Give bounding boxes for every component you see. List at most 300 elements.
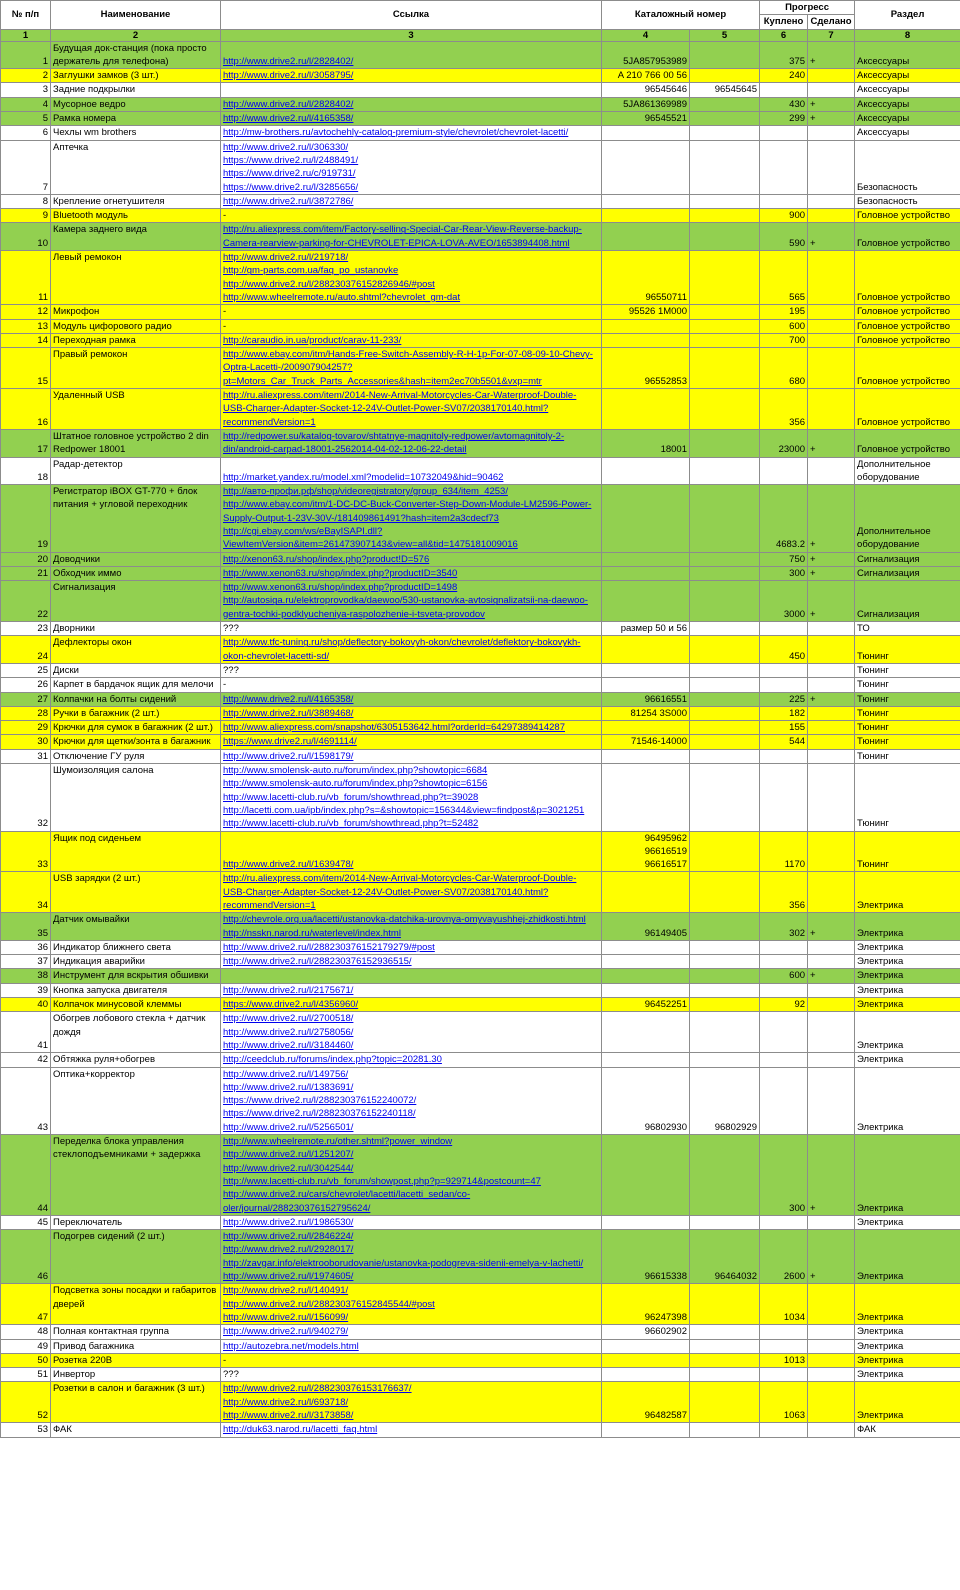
catalog-number-alt [690, 348, 760, 389]
done-mark [808, 1353, 855, 1367]
table-row [1, 940, 960, 954]
done-mark [808, 1067, 855, 1134]
section-name: Дополнительное оборудование [855, 485, 960, 552]
catalog-number [602, 1325, 690, 1339]
done-mark [808, 140, 855, 194]
catalog-number [602, 1339, 690, 1353]
bought-amount [760, 678, 808, 692]
item-links [221, 41, 602, 69]
section-name: Электрика [855, 913, 960, 941]
section-name: Электрика [855, 1215, 960, 1229]
bought-amount [760, 1325, 808, 1339]
done-mark: + [808, 97, 855, 111]
table-row [1, 1368, 960, 1382]
row-number: 35 [1, 913, 51, 941]
done-mark [808, 1325, 855, 1339]
item-link[interactable]: http://www.wheelremote.ru/auto.shtml?chevrolet_gm-dat [223, 291, 461, 303]
item-name: Доводчики [51, 552, 221, 566]
item-link[interactable]: http://www.ebay.com/itm/1-DC-DC-Buck-Converter-Step-Down-Module-LM2596-Power-Supply-Output-1-23V-30V-/181409861491?hash=item2a3cdecf73 [223, 499, 592, 524]
bought-amount [760, 749, 808, 763]
row-number: 42 [1, 1053, 51, 1067]
catalog-number [602, 1053, 690, 1067]
bought-amount: 356 [760, 872, 808, 913]
catalog-number-alt [690, 735, 760, 749]
done-mark [808, 764, 855, 831]
row-number: 45 [1, 1215, 51, 1229]
bought-amount: 2600 [760, 1230, 808, 1284]
item-link[interactable]: http://www.lacetti-club.ru/vb_forum/showpost.php?p=929714&postcount=47 [223, 1175, 541, 1187]
header-name: Наименование [51, 1, 221, 30]
item-name: Камера заднего вида [51, 223, 221, 251]
item-name: Датчик омывайки [51, 913, 221, 941]
item-links [221, 872, 602, 913]
item-link[interactable]: https://www.drive2.ru/l/2488491/ [223, 154, 359, 166]
catalog-number-alt [690, 1284, 760, 1325]
item-link[interactable]: http://www.drive2.ru/l/5256501/ [223, 1121, 354, 1133]
item-link[interactable]: http://redpower.su/katalog-tovarov/shtatnye-magnitoly-redpower/avtomagnitoly-2-din/android-carpad-18001-2562014-04-02-12-06-22-detail [223, 430, 565, 456]
catalog-number-alt [690, 622, 760, 636]
item-link[interactable]: http://www.drive2.ru/l/2700518/ [223, 1013, 354, 1025]
catalog-number-alt: 96464032 [690, 1230, 760, 1284]
item-links [221, 1135, 602, 1216]
item-link[interactable]: http://www.drive2.ru/l/2758056/ [223, 1026, 354, 1038]
done-mark [808, 721, 855, 735]
item-link[interactable]: http://www.drive2.ru/l/1251207/ [223, 1149, 354, 1161]
catalog-number [602, 692, 690, 706]
catalog-number-alt [690, 333, 760, 347]
catalog-number [602, 955, 690, 969]
section-name: Электрика [855, 1135, 960, 1216]
item-links [221, 348, 602, 389]
item-links [221, 319, 602, 333]
row-number: 33 [1, 831, 51, 872]
item-name: ФАК [51, 1423, 221, 1437]
item-name: Радар-детектор [51, 457, 221, 485]
catalog-number-alt [690, 913, 760, 941]
item-name: Крючки для сумок в багажник (2 шт.) [51, 721, 221, 735]
bought-amount [760, 83, 808, 97]
done-mark [808, 1284, 855, 1325]
item-link[interactable]: http://www.drive2.ru/l/288230376152179279/#post [223, 941, 435, 953]
done-mark [808, 1012, 855, 1053]
item-link[interactable]: https://www.drive2.ru/l/288230376152240072/ [223, 1095, 417, 1107]
item-name: USB зарядки (2 шт.) [51, 872, 221, 913]
item-link[interactable]: http://cgi.ebay.com/ws/eBayISAPI.dll?ViewItemVersion&item=261473907143&view=all&tid=1475181009016 [223, 525, 518, 551]
done-mark: + [808, 566, 855, 580]
column-index: 2 [51, 29, 221, 41]
item-link[interactable]: http://www.ebay.com/itm/Hands-Free-Switch-Assembly-R-H-1p-For-07-08-09-10-Chevy-Optra-Lacetti-/200907904257?pt=Motors_Car_Truck_Parts_Accessories&hash=item2ec70b5501&vxp=mtr [223, 349, 593, 387]
item-link[interactable]: http://www.drive2.ru/l/1986530/ [223, 1216, 354, 1228]
catalog-number [602, 940, 690, 954]
item-link[interactable]: http://duk63.narod.ru/lacetti_faq.html [223, 1424, 378, 1436]
item-name: Аптечка [51, 140, 221, 194]
table-row [1, 1284, 960, 1325]
item-link[interactable]: http://www.drive2.ru/l/1598179/ [223, 750, 354, 762]
done-mark [808, 209, 855, 223]
item-name: Инструмент для вскрытия обшивки [51, 969, 221, 983]
item-link[interactable]: http://ceedclub.ru/forums/index.php?topic=20281.30 [223, 1054, 442, 1066]
item-name: Оптика+корректор [51, 1067, 221, 1134]
section-name: Головное устройство [855, 209, 960, 223]
section-name: Аксессуары [855, 41, 960, 69]
item-link[interactable]: http://www.lacetti-club.ru/vb_forum/showthread.php?t=52482 [223, 818, 479, 830]
row-number: 31 [1, 749, 51, 763]
item-link[interactable]: http://www.wheelremote.ru/other.shtml?power_window [223, 1136, 453, 1148]
section-name: Электрика [855, 940, 960, 954]
item-link[interactable]: http://www.drive2.ru/l/4165358/ [223, 113, 354, 125]
section-name: Электрика [855, 872, 960, 913]
catalog-number [602, 1382, 690, 1423]
item-name: Крепление огнетушителя [51, 194, 221, 208]
item-link[interactable]: http://lacetti.com.ua/ipb/index.php?s=&showtopic=156344&view=findpost&p=3021251 [223, 804, 585, 816]
item-link[interactable]: http://www.drive2.ru/l/940279/ [223, 1326, 349, 1338]
item-link[interactable]: http://www.drive2.ru/cars/chevrolet/lacetti/lacetti_sedan/co-oler/journal/288230376152795624/ [223, 1189, 471, 1214]
table-row [1, 678, 960, 692]
header-section: Раздел [855, 1, 960, 30]
item-name: Розетки в салон и багажник (3 шт.) [51, 1382, 221, 1423]
catalog-number-alt: 96545645 [690, 83, 760, 97]
table-row [1, 1382, 960, 1423]
item-link[interactable]: http://www.drive2.ru/l/288230376152826946/#post [223, 278, 435, 290]
column-index: 5 [690, 29, 760, 41]
item-link[interactable]: http://www.drive2.ru/l/288230376152936515/ [223, 956, 412, 968]
item-links [221, 581, 602, 622]
done-mark [808, 872, 855, 913]
table-row [1, 348, 960, 389]
bought-amount: 1170 [760, 831, 808, 872]
item-link[interactable]: http://www.tfc-tuning.ru/shop/deflectory-bokovyh-okon/chevrolet/deflektory-bokovykh-okon-chevrolet-lacetti-sd/ [223, 637, 581, 662]
catalog-number-alt [690, 112, 760, 126]
header-progress: Прогресс [760, 1, 855, 15]
bought-amount: 450 [760, 636, 808, 664]
catalog-number-alt [690, 457, 760, 485]
catalog-number-alt [690, 223, 760, 251]
item-link[interactable]: http://www.drive2.ru/l/2175671/ [223, 984, 354, 996]
link-placeholder: - [223, 1354, 227, 1366]
catalog-number-alt [690, 97, 760, 111]
section-name: Головное устройство [855, 251, 960, 305]
catalog-number [602, 69, 690, 83]
item-link[interactable]: http://zavgar.info/elektrooborudovanie/ustanovka-podogreva-sidenii-emelya-v-lachetti/ [223, 1257, 584, 1269]
item-link[interactable]: http://www.drive2.ru/l/149756/ [223, 1068, 349, 1080]
header-catalog: Каталожный номер [602, 1, 760, 30]
item-link[interactable]: http://autozebra.net/models.html [223, 1340, 359, 1352]
item-link[interactable]: http://gm-parts.com.ua/faq_po_ustanovke [223, 265, 399, 277]
item-link[interactable]: http://market.yandex.ru/model.xml?modelid=10732049&hid=90462 [223, 471, 504, 483]
row-number: 16 [1, 389, 51, 430]
item-link[interactable]: http://www.drive2.ru/l/2828402/ [223, 98, 354, 110]
done-mark: + [808, 552, 855, 566]
link-placeholder: - [223, 306, 227, 318]
done-mark [808, 83, 855, 97]
item-links [221, 389, 602, 430]
item-link[interactable]: http://ru.aliexpress.com/item/Factory-selling-Special-Car-Rear-View-Reverse-backup-Camera-rearview-parking-for-CHEVROLET-EPICA-LOVA-AVEO/1653894408.html [223, 224, 582, 249]
column-index: 6 [760, 29, 808, 41]
item-links [221, 749, 602, 763]
item-link[interactable]: http://www.lacetti-club.ru/vb_forum/showthread.php?t=39028 [223, 791, 479, 803]
catalog-number-alt [690, 69, 760, 83]
bought-amount: 92 [760, 998, 808, 1012]
catalog-number-line: 96616519 [644, 845, 687, 857]
row-number: 40 [1, 998, 51, 1012]
item-link[interactable]: http://www.drive2.ru/l/288230376152845544/#post [223, 1298, 435, 1310]
catalog-number-line: 96616551 [644, 693, 687, 705]
item-name: Микрофон [51, 305, 221, 319]
table-row [1, 692, 960, 706]
catalog-number-alt [690, 1012, 760, 1053]
table-row [1, 955, 960, 969]
section-name: Сигнализация [855, 566, 960, 580]
item-links [221, 983, 602, 997]
item-links [221, 969, 602, 983]
catalog-number-alt: 96802929 [690, 1067, 760, 1134]
table-row [1, 1325, 960, 1339]
item-link[interactable]: http://www.smolensk-auto.ru/forum/index.php?showtopic=6684 [223, 765, 488, 777]
row-number: 14 [1, 333, 51, 347]
catalog-number [602, 566, 690, 580]
section-name: Головное устройство [855, 333, 960, 347]
item-link[interactable]: https://www.drive2.ru/l/288230376152240118/ [223, 1108, 416, 1120]
done-mark [808, 955, 855, 969]
item-link[interactable]: http://autosiga.ru/elektroprovodka/daewoo/530-ustanovka-avtosignalizatsii-na-daewoo-gentra-tochki-podklyucheniya-raspolozhenie-i-tsveta-provodov [223, 595, 588, 620]
item-name: Ручки в багажник (2 шт.) [51, 706, 221, 720]
bought-amount: 1013 [760, 1353, 808, 1367]
bought-amount [760, 764, 808, 831]
column-index: 3 [221, 29, 602, 41]
section-name: Электрика [855, 983, 960, 997]
done-mark: + [808, 969, 855, 983]
table-row [1, 194, 960, 208]
item-link[interactable]: http://nsskn.narod.ru/waterlevel/index.html [223, 927, 401, 939]
column-index-row [1, 29, 960, 41]
catalog-number [602, 1368, 690, 1382]
item-link[interactable]: http://www.drive2.ru/l/2828402/ [223, 55, 354, 67]
row-number: 15 [1, 348, 51, 389]
done-mark: + [808, 41, 855, 69]
item-name: Заглушки замков (3 шт.) [51, 69, 221, 83]
item-name: Обходчик иммо [51, 566, 221, 580]
catalog-number-line: 96802930 [644, 1121, 687, 1133]
header-done: Сделано [808, 15, 855, 29]
row-number: 5 [1, 112, 51, 126]
item-name: Инвертор [51, 1368, 221, 1382]
link-placeholder: ??? [223, 1369, 239, 1381]
item-name: Обогрев лобового стекла + датчик дождя [51, 1012, 221, 1053]
item-link[interactable]: http://www.smolensk-auto.ru/forum/index.php?showtopic=6156 [223, 778, 488, 790]
catalog-number-line: 96615338 [644, 1271, 687, 1283]
table-row [1, 913, 960, 941]
item-link[interactable]: http://mw-brothers.ru/avtochehly-catalog-premium-style/chevrolet/chevrolet-lacetti/ [223, 127, 569, 139]
item-link[interactable]: http://www.drive2.ru/l/3184460/ [223, 1039, 354, 1051]
link-placeholder: - [223, 679, 227, 691]
item-links [221, 69, 602, 83]
section-name: Сигнализация [855, 552, 960, 566]
bought-amount [760, 1368, 808, 1382]
item-link[interactable]: https://www.drive2.ru/c/919731/ [223, 168, 356, 180]
section-name: Тюнинг [855, 706, 960, 720]
table-row [1, 1135, 960, 1216]
section-name: ФАК [855, 1423, 960, 1437]
section-name: Головное устройство [855, 319, 960, 333]
item-link[interactable]: http://www.drive2.ru/l/1639478/ [223, 859, 354, 871]
row-number: 36 [1, 940, 51, 954]
item-name: Переходная рамка [51, 333, 221, 347]
item-link[interactable]: http://xenon63.ru/shop/index.php?product!D=576 [223, 553, 430, 565]
row-number: 2 [1, 69, 51, 83]
item-link[interactable]: http://chevrole.org.ua/lacetti/ustanovka-datchika-urovnya-omyvayushhej-zhidkosti.html [223, 914, 586, 926]
item-link[interactable]: http://www.drive2.ru/l/219718/ [223, 252, 349, 264]
item-link[interactable]: https://www.drive2.ru/l/3285656/ [223, 181, 359, 193]
item-link[interactable]: http://www.drive2.ru/l/156099/ [223, 1311, 349, 1323]
item-name: Колпачок минусовой клеммы [51, 998, 221, 1012]
table-row [1, 764, 960, 831]
catalog-number-alt [690, 749, 760, 763]
section-name: Аксессуары [855, 97, 960, 111]
section-name: Дополнительное оборудование [855, 457, 960, 485]
item-link[interactable]: http://www.aliexpress.com/snapshot/6305153642.html?orderId=64297389414287 [223, 722, 565, 734]
item-name: Удаленный USB [51, 389, 221, 430]
item-name: Шумоизоляция салона [51, 764, 221, 831]
item-link[interactable]: https://www.drive2.ru/l/4356960/ [223, 999, 359, 1011]
item-links [221, 194, 602, 208]
item-name: Индикация аварийки [51, 955, 221, 969]
item-link[interactable]: http://www.drive2.ru/l/1383691/ [223, 1081, 354, 1093]
catalog-number-alt [690, 1135, 760, 1216]
bought-amount: 430 [760, 97, 808, 111]
catalog-number-alt [690, 581, 760, 622]
item-links [221, 1012, 602, 1053]
item-links [221, 622, 602, 636]
catalog-number [602, 1067, 690, 1134]
bought-amount: 182 [760, 706, 808, 720]
done-mark [808, 940, 855, 954]
table-row [1, 749, 960, 763]
catalog-number-line: 96482587 [644, 1409, 687, 1421]
item-links [221, 112, 602, 126]
item-link[interactable]: http://www.drive2.ru/l/1974605/ [223, 1271, 354, 1283]
catalog-number [602, 663, 690, 677]
item-link[interactable]: http://www.drive2.ru/l/288230376153176637/ [223, 1383, 412, 1395]
item-link[interactable]: http://www.drive2.ru/l/693718/ [223, 1396, 349, 1408]
item-link[interactable]: http://www.xenon63.ru/shop/index.php?productID=3540 [223, 567, 458, 579]
item-link[interactable]: http://www.drive2.ru/l/3889468/ [223, 707, 354, 719]
item-links [221, 955, 602, 969]
catalog-number-alt [690, 692, 760, 706]
item-link[interactable]: http://авто-профи.рф/shop/videoregistratory/group_634/item_4253/ [223, 486, 508, 498]
section-name: Головное устройство [855, 223, 960, 251]
item-name: Полная контактная группа [51, 1325, 221, 1339]
item-link[interactable]: http://www.xenon63.ru/shop/index.php?productID=1498 [223, 582, 458, 594]
section-name: Аксессуары [855, 83, 960, 97]
catalog-number [602, 1135, 690, 1216]
catalog-number-line: размер 50 и 56 [620, 623, 687, 635]
catalog-number-line: 96247398 [644, 1311, 687, 1323]
section-name: Сигнализация [855, 581, 960, 622]
table-row [1, 721, 960, 735]
item-link[interactable]: http://www.drive2.ru/l/3173858/ [223, 1409, 354, 1421]
item-link[interactable]: http://www.drive2.ru/l/306330/ [223, 141, 349, 153]
item-links [221, 223, 602, 251]
table-row [1, 706, 960, 720]
section-name: Аксессуары [855, 112, 960, 126]
section-name: Электрика [855, 955, 960, 969]
done-mark [808, 305, 855, 319]
done-mark: + [808, 223, 855, 251]
item-name: Левый ремокон [51, 251, 221, 305]
catalog-number [602, 97, 690, 111]
done-mark [808, 319, 855, 333]
link-placeholder: - [223, 210, 227, 222]
bought-amount: 23000 [760, 429, 808, 457]
item-link[interactable]: http://www.drive2.ru/l/3042544/ [223, 1162, 354, 1174]
item-link[interactable]: http://www.drive2.ru/l/2846224/ [223, 1231, 354, 1243]
catalog-number-alt [690, 1353, 760, 1367]
row-number: 18 [1, 457, 51, 485]
bought-amount [760, 955, 808, 969]
bought-amount [760, 940, 808, 954]
catalog-number [602, 998, 690, 1012]
row-number: 13 [1, 319, 51, 333]
item-links [221, 83, 602, 97]
row-number: 27 [1, 692, 51, 706]
item-link[interactable]: http://www.drive2.ru/l/2928017/ [223, 1244, 354, 1256]
item-links [221, 333, 602, 347]
done-mark: + [808, 112, 855, 126]
item-link[interactable]: http://www.drive2.ru/l/140491/ [223, 1285, 349, 1297]
catalog-number [602, 969, 690, 983]
item-name: Колпачки на болты сидений [51, 692, 221, 706]
catalog-number [602, 319, 690, 333]
bought-amount: 375 [760, 41, 808, 69]
row-number: 1 [1, 41, 51, 69]
item-link[interactable]: http://www.drive2.ru/l/4165358/ [223, 693, 354, 705]
catalog-number-alt [690, 126, 760, 140]
catalog-number [602, 636, 690, 664]
row-number: 17 [1, 429, 51, 457]
bought-amount: 600 [760, 969, 808, 983]
item-link[interactable]: http://ru.aliexpress.com/item/2014-New-Arrival-Motorcycles-Car-Waterproof-Double-USB-Charger-Adapter-Socket-12-24V-Outlet-Power-SV07/2038170140.html?recommendVersion=1 [223, 390, 577, 428]
table-row [1, 622, 960, 636]
done-mark [808, 1215, 855, 1229]
catalog-number-alt [690, 940, 760, 954]
table-row [1, 209, 960, 223]
catalog-number-alt [690, 998, 760, 1012]
bought-amount: 900 [760, 209, 808, 223]
item-links [221, 126, 602, 140]
table-row [1, 1012, 960, 1053]
section-name: Аксессуары [855, 126, 960, 140]
item-name: Переключатель [51, 1215, 221, 1229]
item-name: Обтяжка руля+обогрев [51, 1053, 221, 1067]
table-row [1, 1067, 960, 1134]
link-placeholder: ??? [223, 664, 239, 676]
done-mark [808, 636, 855, 664]
item-link[interactable]: https://www.drive2.ru/l/4691114/ [223, 736, 357, 748]
row-number: 12 [1, 305, 51, 319]
table-row [1, 998, 960, 1012]
section-name: Безопасность [855, 194, 960, 208]
catalog-number [602, 305, 690, 319]
catalog-number [602, 678, 690, 692]
done-mark [808, 69, 855, 83]
catalog-number [602, 140, 690, 194]
section-name: Электрика [855, 1382, 960, 1423]
item-link[interactable]: http://caraudio.in.ua/product/carav-11-233/ [223, 334, 402, 346]
item-link[interactable]: http://ru.aliexpress.com/item/2014-New-Arrival-Motorcycles-Car-Waterproof-Double-USB-Charger-Adapter-Socket-12-24V-Outlet-Power-SV07/2038170140.html?recommendVersion=1 [223, 873, 577, 911]
item-link[interactable]: http://www.drive2.ru/l/3872786/ [223, 195, 354, 207]
item-link[interactable]: http://www.drive2.ru/l/3058795/ [223, 70, 354, 82]
bought-amount: 750 [760, 552, 808, 566]
